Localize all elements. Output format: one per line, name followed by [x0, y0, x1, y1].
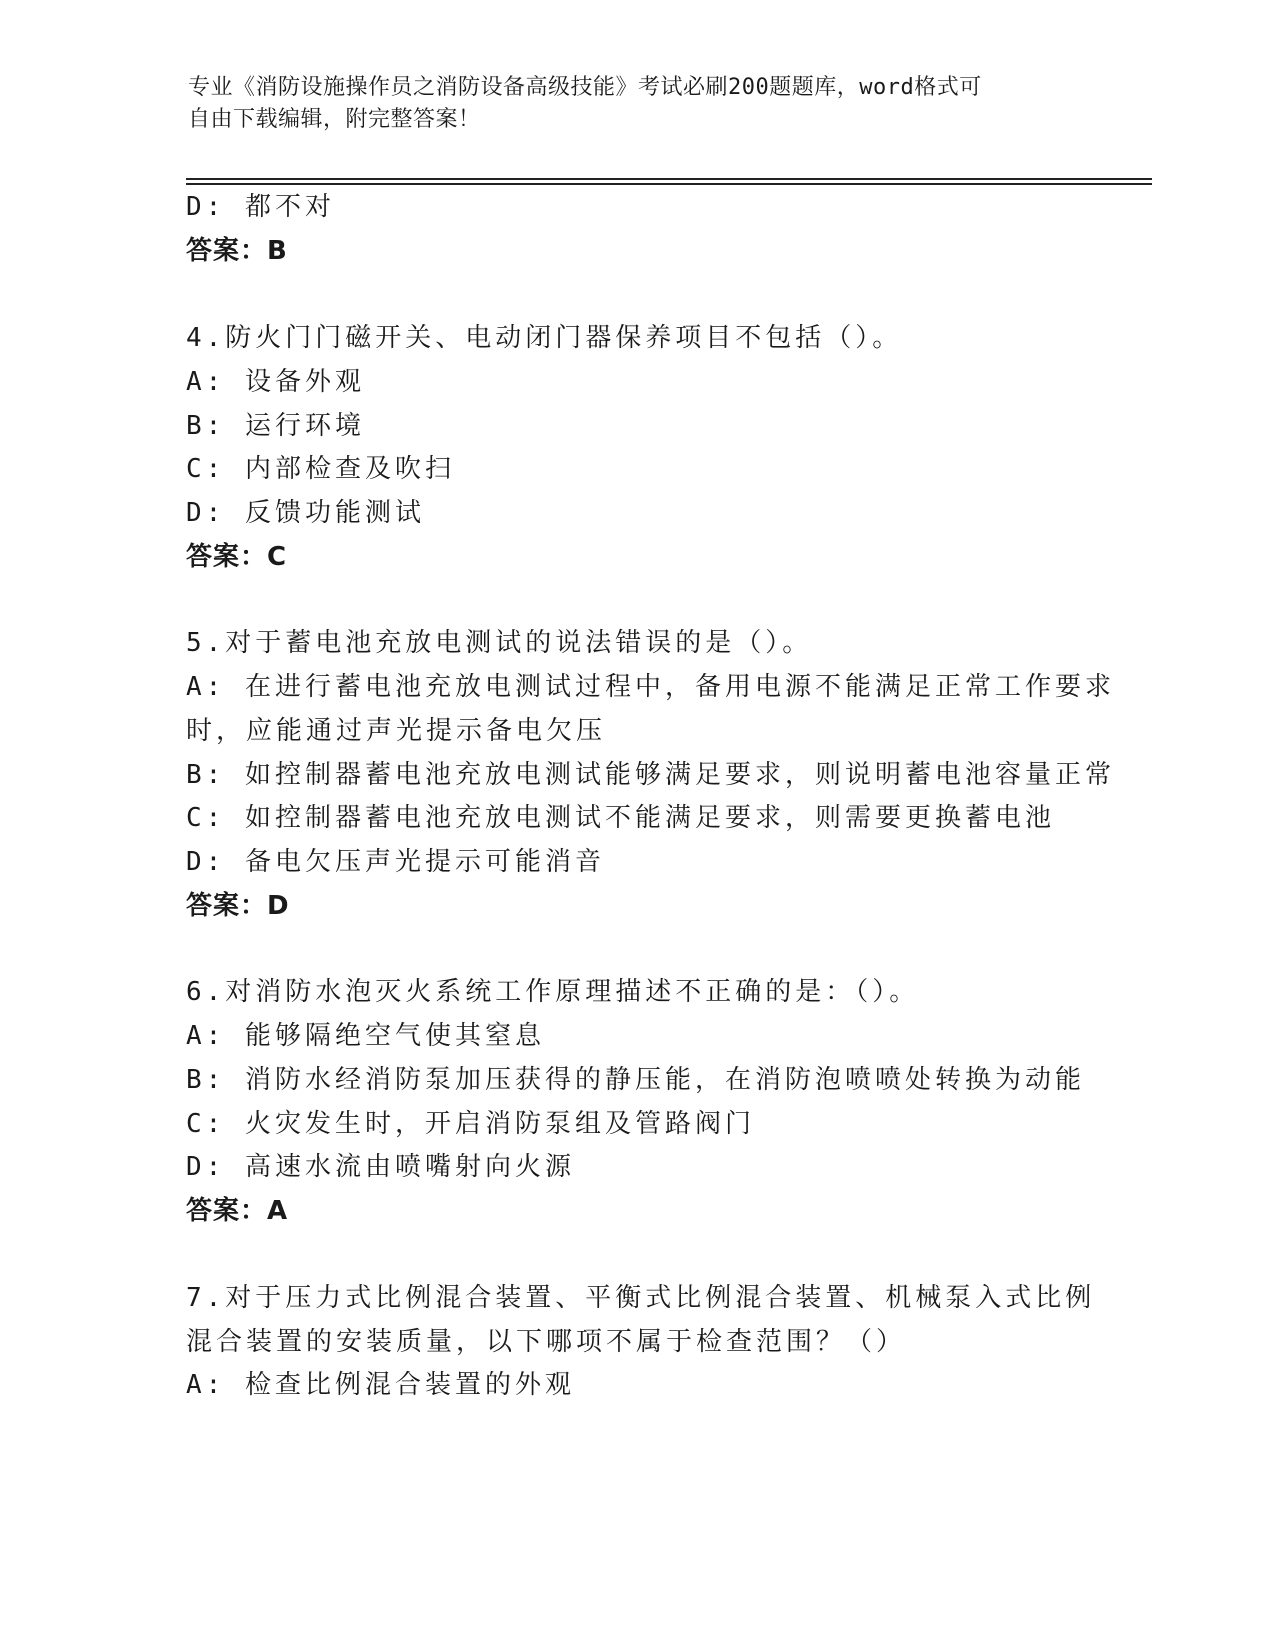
q5-answer: 答案：D	[186, 891, 290, 921]
q4-answer: 答案：C	[186, 542, 288, 572]
header-divider-bottom	[186, 183, 1152, 185]
q7-question-continued: 混合装置的安装质量，以下哪项不属于检查范围？（）	[186, 1327, 907, 1357]
q5-option-b: B: 如控制器蓄电池充放电测试能够满足要求，则说明蓄电池容量正常	[186, 760, 1115, 790]
q6-option-d: D: 高速水流由喷嘴射向火源	[186, 1152, 575, 1182]
q6-option-a: A: 能够隔绝空气使其窒息	[186, 1021, 545, 1051]
q4-option-d: D: 反馈功能测试	[186, 498, 425, 528]
q7-option-a: A: 检查比例混合装置的外观	[186, 1370, 575, 1400]
q6-answer: 答案：A	[186, 1196, 289, 1226]
q5-option-d: D: 备电欠压声光提示可能消音	[186, 847, 605, 877]
q5-option-c: C: 如控制器蓄电池充放电测试不能满足要求，则需要更换蓄电池	[186, 803, 1055, 833]
document-header	[188, 72, 1088, 136]
q3-option-d: D: 都不对	[186, 192, 335, 222]
q6-question: 6.对消防水泡灭火系统工作原理描述不正确的是：（）。	[186, 977, 920, 1007]
q4-question: 4.防火门门磁开关、电动闭门器保养项目不包括（）。	[186, 323, 903, 353]
q5-option-a: A: 在进行蓄电池充放电测试过程中，备用电源不能满足正常工作要求	[186, 672, 1115, 702]
q4-option-c: C: 内部检查及吹扫	[186, 454, 455, 484]
q4-option-a: A: 设备外观	[186, 367, 365, 397]
q3-answer: 答案：B	[186, 236, 288, 266]
q6-option-b: B: 消防水经消防泵加压获得的静压能，在消防泡喷喷处转换为动能	[186, 1065, 1085, 1095]
q4-option-b: B: 运行环境	[186, 411, 365, 441]
q5-option-a-continued: 时，应能通过声光提示备电欠压	[186, 716, 607, 746]
header-line-1: 专业《消防设施操作员之消防设备高级技能》考试必刷200题题库，word格式可	[188, 75, 982, 100]
header-divider-top	[186, 178, 1152, 180]
q5-question: 5.对于蓄电池充放电测试的说法错误的是（）。	[186, 628, 813, 658]
header-line-2: 自由下载编辑，附完整答案！	[188, 107, 481, 132]
q6-option-c: C: 火灾发生时，开启消防泵组及管路阀门	[186, 1109, 755, 1139]
q7-question: 7.对于压力式比例混合装置、平衡式比例混合装置、机械泵入式比例	[186, 1283, 1096, 1313]
